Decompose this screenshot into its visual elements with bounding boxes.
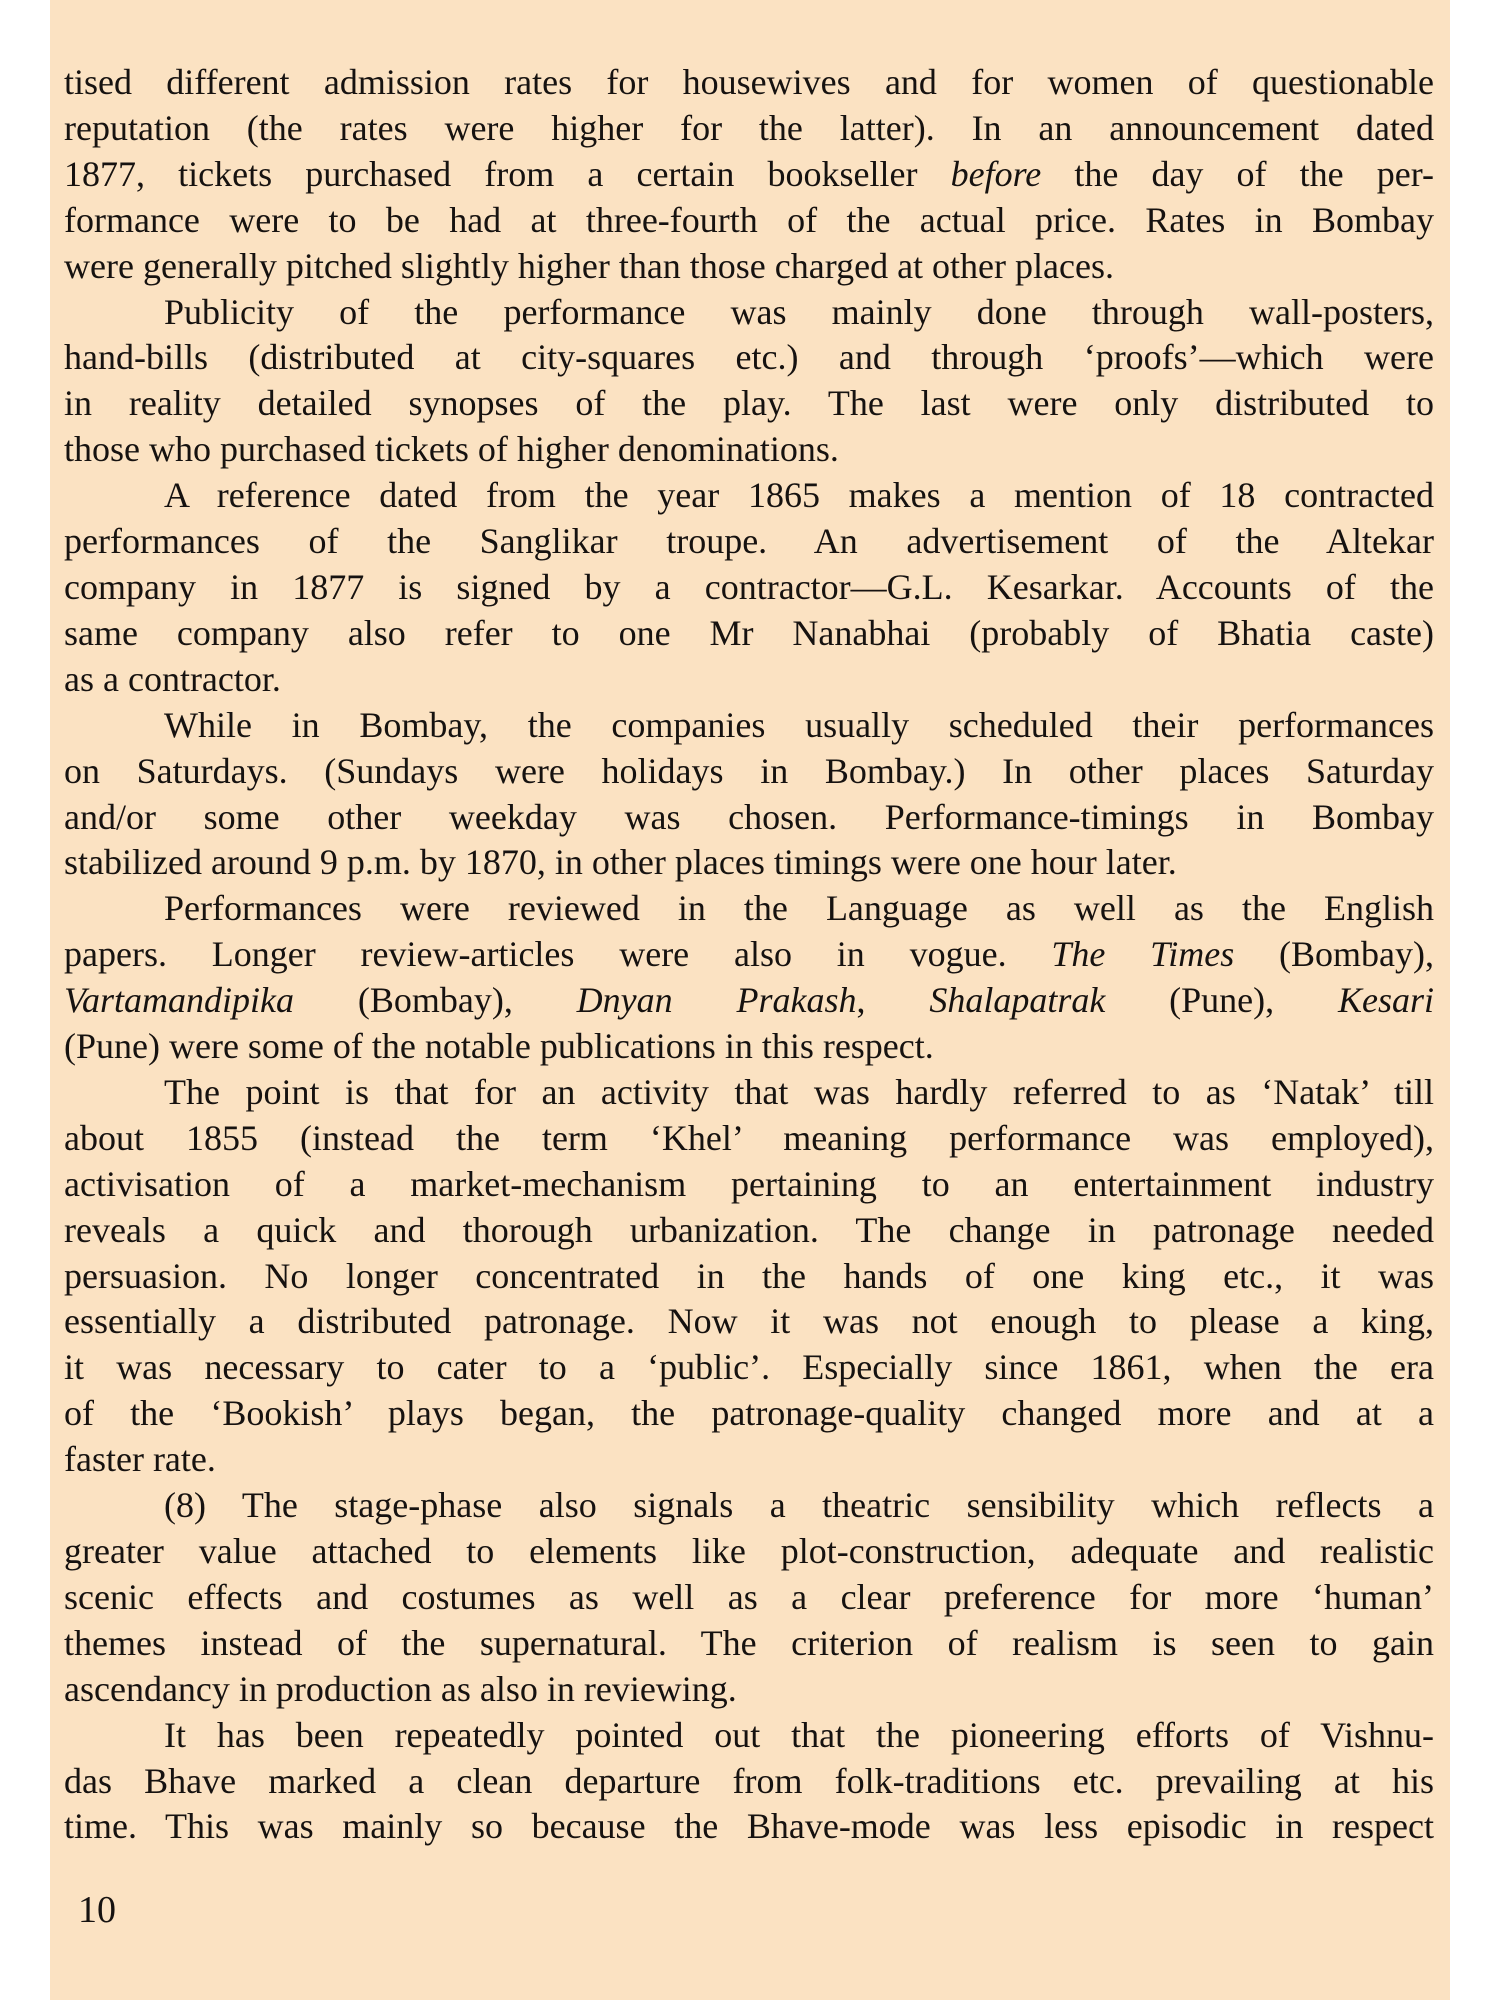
- text-line: [64, 749, 1434, 795]
- text-line: [64, 1437, 1434, 1483]
- text-line: [64, 1713, 1434, 1759]
- text-segment: Performances were reviewed in the Language as well as the English: [164, 888, 1434, 929]
- paragraph: [64, 1070, 1434, 1483]
- text-line: [64, 1208, 1434, 1254]
- text-segment: in reality detailed synopses of the play. The last were only distributed to: [64, 383, 1434, 424]
- text-segment: themes instead of the supernatural. The criterion of realism is seen to gain: [64, 1622, 1434, 1663]
- text-segment: essentially a distributed patronage. Now it was not enough to please a king,: [64, 1301, 1434, 1342]
- text-segment: as a contractor.: [64, 658, 281, 699]
- text-segment: (8) The stage-phase also signals a theatric sensibility which reflects a: [164, 1485, 1434, 1526]
- text-segment: same company also refer to one Mr Nanabhai (probably of Bhatia caste): [64, 612, 1434, 653]
- text-segment: tised different admission rates for housewives and for women of questionable: [64, 62, 1434, 102]
- text-line: [64, 1621, 1434, 1667]
- text-line: [64, 795, 1434, 841]
- text-line: [64, 932, 1434, 978]
- text-segment: and/or some other weekday was chosen. Performance-timings in Bombay: [64, 796, 1434, 837]
- text-line: [64, 703, 1434, 749]
- text-line: [64, 1345, 1434, 1391]
- paragraph: [64, 60, 1434, 290]
- italic-title: Shalapatrak: [929, 980, 1106, 1021]
- text-segment: scenic effects and costumes as well as a clear preference for more ‘human’: [64, 1576, 1434, 1617]
- text-segment: the day of the per-: [1041, 153, 1434, 194]
- text-segment: (Pune) were some of the notable publications in this respect.: [64, 1026, 934, 1067]
- italic-title: Dnyan Prakash: [576, 980, 857, 1021]
- paragraph: [64, 473, 1434, 703]
- paragraph: [64, 703, 1434, 887]
- text-line: [64, 335, 1434, 381]
- text-segment: performances of the Sanglikar troupe. An advertisement of the Altekar: [64, 521, 1434, 562]
- text-line: [64, 1391, 1434, 1437]
- text-line: [64, 565, 1434, 611]
- paragraph: [64, 886, 1434, 1070]
- book-page: [50, 0, 1450, 2000]
- text-line: [64, 978, 1434, 1024]
- text-line: [64, 1667, 1434, 1713]
- text-line: [64, 1299, 1434, 1345]
- page-number: 10: [78, 1889, 116, 1931]
- text-segment: about 1855 (instead the term ‘Khel’ meaning performance was employed),: [64, 1117, 1434, 1158]
- text-segment: on Saturdays. (Sundays were holidays in Bombay.) In other places Saturday: [64, 750, 1434, 791]
- text-line: [64, 106, 1434, 152]
- text-segment: Publicity of the performance was mainly done through wall-posters,: [164, 291, 1434, 332]
- text-segment: While in Bombay, the companies usually scheduled their performances: [164, 704, 1434, 745]
- text-segment: those who purchased tickets of higher denominations.: [64, 429, 839, 470]
- text-segment: hand-bills (distributed at city-squares etc.) and through ‘proofs’—which were: [64, 337, 1434, 378]
- text-line: [64, 244, 1434, 290]
- text-segment: company in 1877 is signed by a contractor—G.L. Kesarkar. Accounts of the: [64, 566, 1434, 607]
- text-segment: time. This was mainly so because the Bhave-mode was less episodic in respect: [64, 1806, 1434, 1847]
- text-line: [64, 1070, 1434, 1116]
- text-segment: activisation of a market-mechanism pertaining to an entertainment industry: [64, 1163, 1434, 1204]
- text-line: [64, 611, 1434, 657]
- text-line: [64, 1024, 1434, 1070]
- text-line: [64, 1116, 1434, 1162]
- text-line: [64, 473, 1434, 519]
- text-line: [64, 840, 1434, 886]
- text-segment: das Bhave marked a clean departure from folk-traditions etc. prevailing at his: [64, 1760, 1434, 1801]
- text-segment: stabilized around 9 p.m. by 1870, in other places timings were one hour later.: [64, 842, 1177, 883]
- text-line: [64, 657, 1434, 703]
- text-segment: (Bombay),: [294, 980, 577, 1021]
- text-segment: faster rate.: [64, 1439, 216, 1480]
- text-line: [64, 152, 1434, 198]
- text-segment: reveals a quick and thorough urbanization. The change in patronage needed: [64, 1209, 1434, 1250]
- text-segment: ,: [856, 980, 930, 1021]
- text-line: [64, 1529, 1434, 1575]
- text-line: [64, 519, 1434, 565]
- text-segment: persuasion. No longer concentrated in the hands of one king etc., it was: [64, 1255, 1434, 1296]
- body-text: [64, 60, 1434, 1850]
- text-segment: (Bombay),: [1234, 934, 1434, 975]
- text-segment: it was necessary to cater to a ‘public’. Especially since 1861, when the era: [64, 1347, 1434, 1388]
- text-line: [64, 1162, 1434, 1208]
- text-line: [64, 1575, 1434, 1621]
- text-segment: formance were to be had at three-fourth of the actual price. Rates in Bombay: [64, 199, 1434, 240]
- text-line: [64, 1483, 1434, 1529]
- text-line: [64, 1759, 1434, 1805]
- text-line: [64, 60, 1434, 106]
- italic-title: before: [950, 153, 1042, 194]
- text-line: [64, 198, 1434, 244]
- text-segment: reputation (the rates were higher for the latter). In an announcement dated: [64, 107, 1434, 148]
- text-line: [64, 290, 1434, 336]
- paragraph: [64, 1713, 1434, 1851]
- paragraph: [64, 1483, 1434, 1713]
- text-line: [64, 381, 1434, 427]
- text-line: [64, 427, 1434, 473]
- text-segment: were generally pitched slightly higher than those charged at other places.: [64, 245, 1114, 286]
- text-segment: greater value attached to elements like plot-construction, adequate and realistic: [64, 1531, 1434, 1571]
- text-line: [64, 1254, 1434, 1300]
- text-segment: A reference dated from the year 1865 makes a mention of 18 contracted: [164, 475, 1434, 516]
- text-segment: papers. Longer review-articles were also in vogue.: [64, 934, 1052, 975]
- text-segment: The point is that for an activity that was hardly referred to as ‘Natak’ till: [164, 1071, 1434, 1112]
- italic-title: Vartamandipika: [64, 980, 294, 1021]
- text-segment: (Pune),: [1105, 980, 1338, 1021]
- paragraph: [64, 290, 1434, 474]
- text-segment: of the ‘Bookish’ plays began, the patronage-quality changed more and at a: [64, 1393, 1434, 1434]
- italic-title: The Times: [1051, 934, 1235, 975]
- text-line: [64, 886, 1434, 932]
- text-segment: 1877, tickets purchased from a certain bookseller: [64, 153, 951, 194]
- text-segment: It has been repeatedly pointed out that the pioneering efforts of Vishnu-: [164, 1714, 1434, 1755]
- italic-title: Kesari: [1337, 980, 1434, 1021]
- text-line: [64, 1804, 1434, 1850]
- text-segment: ascendancy in production as also in reviewing.: [64, 1668, 737, 1709]
